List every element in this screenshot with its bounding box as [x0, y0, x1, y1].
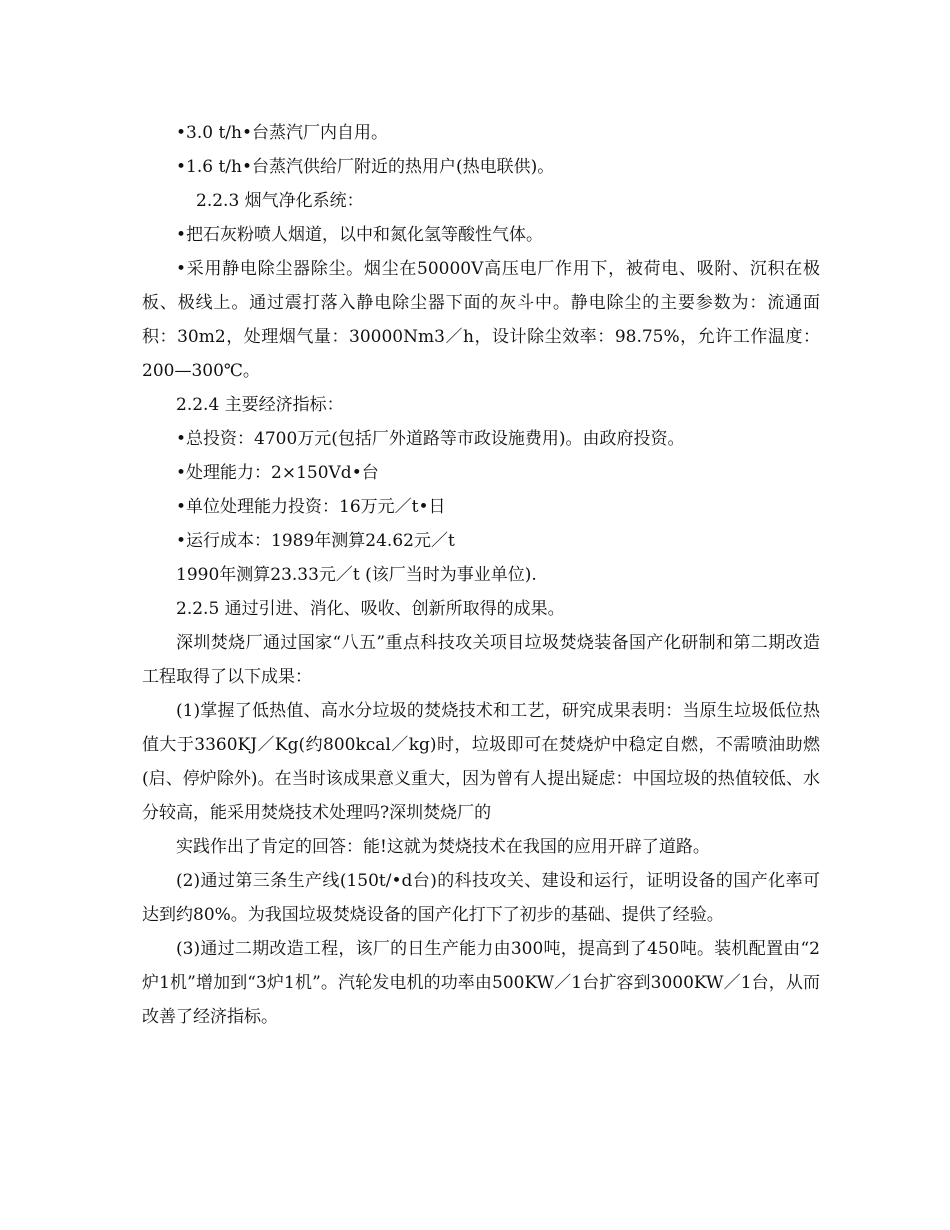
paragraph-shenzhen-intro: 深圳焚烧厂通过国家“八五”重点科技攻关项目垃圾焚烧装备国产化研制和第二期改造工程取得了以下成果：	[142, 633, 820, 687]
paragraph-result-1: (1)掌握了低热值、高水分垃圾的焚烧技术和工艺，研究成果表明：当原生垃圾低位热值大于3360KJ／Kg(约800kcal／kg)时，垃圾即可在焚烧炉中稳定自燃，不需喷油助燃(启、停炉除外)。在当时该成果意义重大，因为曾有人提出疑虑：中国垃圾的热值较低、水分较高，能采用焚烧技术处理吗?深圳焚烧厂的	[142, 701, 820, 823]
paragraph-total-investment: •总投资：4700万元(包括厂外道路等市政设施费用)。由政府投资。	[176, 429, 685, 449]
paragraph-result-2: (2)通过第三条生产线(150t/•d台)的科技攻关、建设和运行，证明设备的国产化率可达到约80%。为我国垃圾焚烧设备的国产化打下了初步的基础、提供了经验。	[142, 871, 820, 925]
paragraph-result-3: (3)通过二期改造工程，该厂的日生产能力由300吨，提高到了450吨。装机配置由“2炉1机”增加到“3炉1机”。汽轮发电机的功率由500KW／1台扩容到3000KW／1台，从而改善了经济指标。	[142, 939, 820, 1027]
heading-2-2-3: 2.2.3 烟气净化系统：	[196, 191, 364, 211]
paragraph-electrostatic: •采用静电除尘器除尘。烟尘在50000V高压电厂作用下，被荷电、吸附、沉积在极板、极线上。通过震打落入静电除尘器下面的灰斗中。静电除尘的主要参数为：流通面积：30m2，处理烟气量：30000Nm3／h，设计除尘效率：98.75%，允许工作温度：200—300℃。	[142, 259, 820, 381]
paragraph-lime-powder: •把石灰粉喷人烟道，以中和氮化氢等酸性气体。	[176, 225, 544, 245]
paragraph-steam-supply: •1.6 t/h•台蒸汽供给厂附近的热用户(热电联供)。	[176, 157, 555, 177]
paragraph-unit-investment: •单位处理能力投资：16万元／t•日	[176, 497, 446, 517]
paragraph-steam-internal: •3.0 t/h•台蒸汽厂内自用。	[176, 123, 389, 143]
heading-2-2-5: 2.2.5 通过引进、消化、吸收、创新所取得的成果。	[176, 599, 565, 619]
paragraph-cost-1990: 1990年测算23.33元／t (该厂当时为事业单位).	[176, 565, 537, 585]
heading-2-2-4: 2.2.4 主要经济指标：	[176, 395, 344, 415]
paragraph-capacity: •处理能力：2×150Vd•台	[176, 463, 379, 483]
paragraph-practice: 实践作出了肯定的回答：能!这就为焚烧技术在我国的应用开辟了道路。	[176, 837, 710, 857]
paragraph-operating-cost: •运行成本：1989年测算24.62元／t	[176, 531, 455, 551]
